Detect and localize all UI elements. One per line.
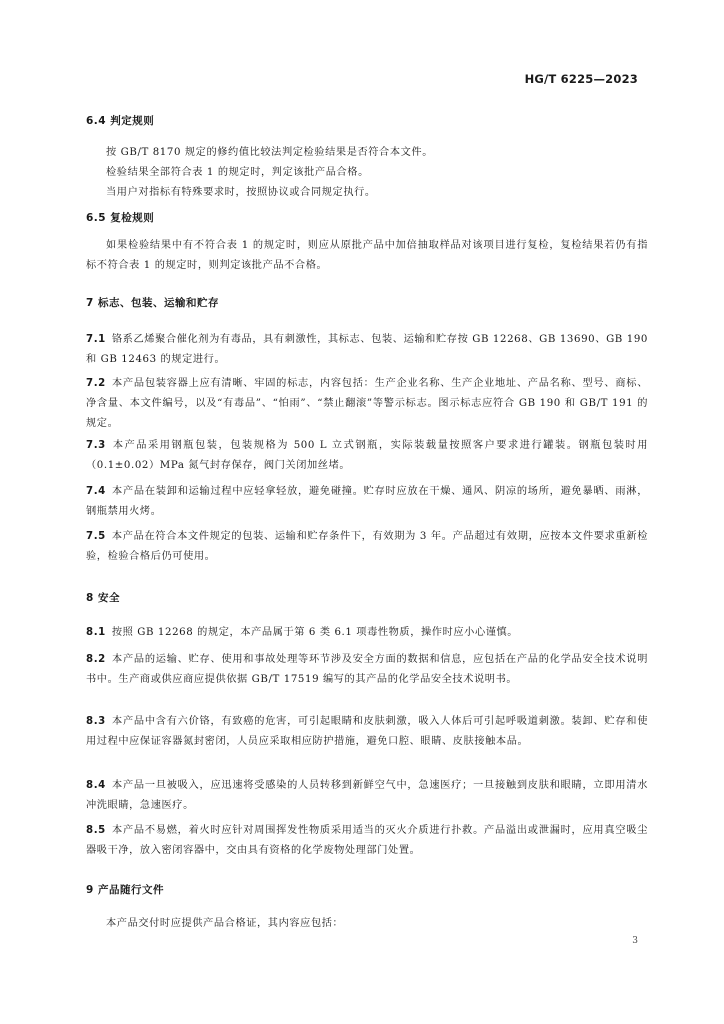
section-heading-9: 9 产品随行文件 — [86, 884, 164, 896]
section-heading-8: 8 安全 — [86, 592, 120, 604]
paragraph: 本产品交付时应提供产品合格证，其内容应包括： — [106, 918, 344, 929]
clause-text: 本产品中含有六价铬，有致癌的危害，可引起眼睛和皮肤刺激，吸入人体后可引起呼吸道刺激。装卸、贮存和使用过程中应保证容器氮封密闭，人员应采取相应防护措施，避免口腔、眼睛、皮肤接触本品。 — [86, 716, 648, 747]
clause-number: 7.4 — [86, 486, 106, 497]
section-heading-6-5: 6.5 复检规则 — [86, 212, 155, 224]
clause-7-3 — [86, 436, 648, 476]
clause-text: 本产品的运输、贮存、使用和事故处理等环节涉及安全方面的数据和信息，应包括在产品的化学品安全技术说明书中。生产商或供应商应提供依据 GB/T 17519 编写的其产品的化学品安全技术说明书。 — [86, 654, 648, 685]
clause-number: 8.5 — [86, 825, 106, 836]
clause-number: 8.4 — [86, 780, 106, 791]
clause-7-5 — [86, 527, 648, 567]
clause-7-2 — [86, 374, 648, 434]
page-number: 3 — [632, 936, 638, 946]
clause-text: 本产品在符合本文件规定的包装、运输和贮存条件下，有效期为 3 年。产品超过有效期，应按本文件要求重新检验，检验合格后仍可使用。 — [86, 531, 648, 562]
paragraph: 如果检验结果中有不符合表 1 的规定时，则应从原批产品中加倍抽取样品对该项目进行复检，复检结果若仍有指标不符合表 1 的规定时，则判定该批产品不合格。 — [86, 240, 648, 271]
clause-text: 本产品采用钢瓶包装，包装规格为 500 L 立式钢瓶，实际装载量按照客户要求进行罐装。钢瓶包装时用（0.1±0.02）MPa 氮气封存保存，阀门关闭加丝堵。 — [86, 440, 648, 471]
clause-8-4 — [86, 776, 648, 816]
paragraph-line: 当用户对指标有特殊要求时，按照协议或合同规定执行。 — [106, 187, 376, 198]
standard-code: HG/T 6225—2023 — [524, 72, 638, 86]
section-heading-7: 7 标志、包装、运输和贮存 — [86, 297, 219, 309]
paragraph-line: 检验结果全部符合表 1 的规定时，判定该批产品合格。 — [106, 167, 369, 178]
paragraph-line: 按 GB/T 8170 规定的修约值比较法判定检验结果是否符合本文件。 — [106, 147, 433, 158]
clause-number: 7.1 — [86, 334, 106, 345]
clause-text: 本产品包装容器上应有清晰、牢固的标志，内容包括：生产企业名称、生产企业地址、产品名称、型号、商标、净含量、本文件编号，以及“有毒品”、“怕雨”、“禁止翻滚”等警示标志。图示标志应符合 GB 190 和 GB/T 191 的规定。 — [86, 378, 648, 429]
clause-number: 8.3 — [86, 716, 106, 727]
clause-7-4 — [86, 482, 648, 522]
clause-number: 7.3 — [86, 440, 106, 451]
clause-text: 本产品一旦被吸入，应迅速将受感染的人员转移到新鲜空气中，急速医疗；一旦接触到皮肤和眼睛，立即用清水冲洗眼睛，急速医疗。 — [86, 780, 648, 811]
clause-number: 7.2 — [86, 378, 106, 389]
clause-7-1 — [86, 330, 648, 370]
clause-text: 本产品不易燃，着火时应针对周围挥发性物质采用适当的灭火介质进行扑救。产品溢出或泄漏时，应用真空吸尘器吸干净，放入密闭容器中，交由具有资格的化学废物处理部门处置。 — [86, 825, 648, 856]
clause-text: 本产品在装卸和运输过程中应轻拿轻放，避免碰撞。贮存时应放在干燥、通风、阴凉的场所，避免暴晒、雨淋，钢瓶禁用火烤。 — [86, 486, 648, 517]
clause-number: 7.5 — [86, 531, 106, 542]
clause-text: 铬系乙烯聚合催化剂为有毒品，具有刺激性，其标志、包装、运输和贮存按 GB 12268、GB 13690、GB 190 和 GB 12463 的规定进行。 — [86, 334, 648, 365]
clause-8-2 — [86, 650, 648, 690]
clause-text: 按照 GB 12268 的规定，本产品属于第 6 类 6.1 项毒性物质，操作时应小心谨慎。 — [111, 627, 519, 638]
clause-8-5 — [86, 821, 648, 861]
clause-number: 8.2 — [86, 654, 106, 665]
clause-8-1 — [86, 623, 648, 643]
clause-number: 8.1 — [86, 627, 106, 638]
clause-8-3 — [86, 712, 648, 752]
section-heading-6-4: 6.4 判定规则 — [86, 115, 155, 127]
